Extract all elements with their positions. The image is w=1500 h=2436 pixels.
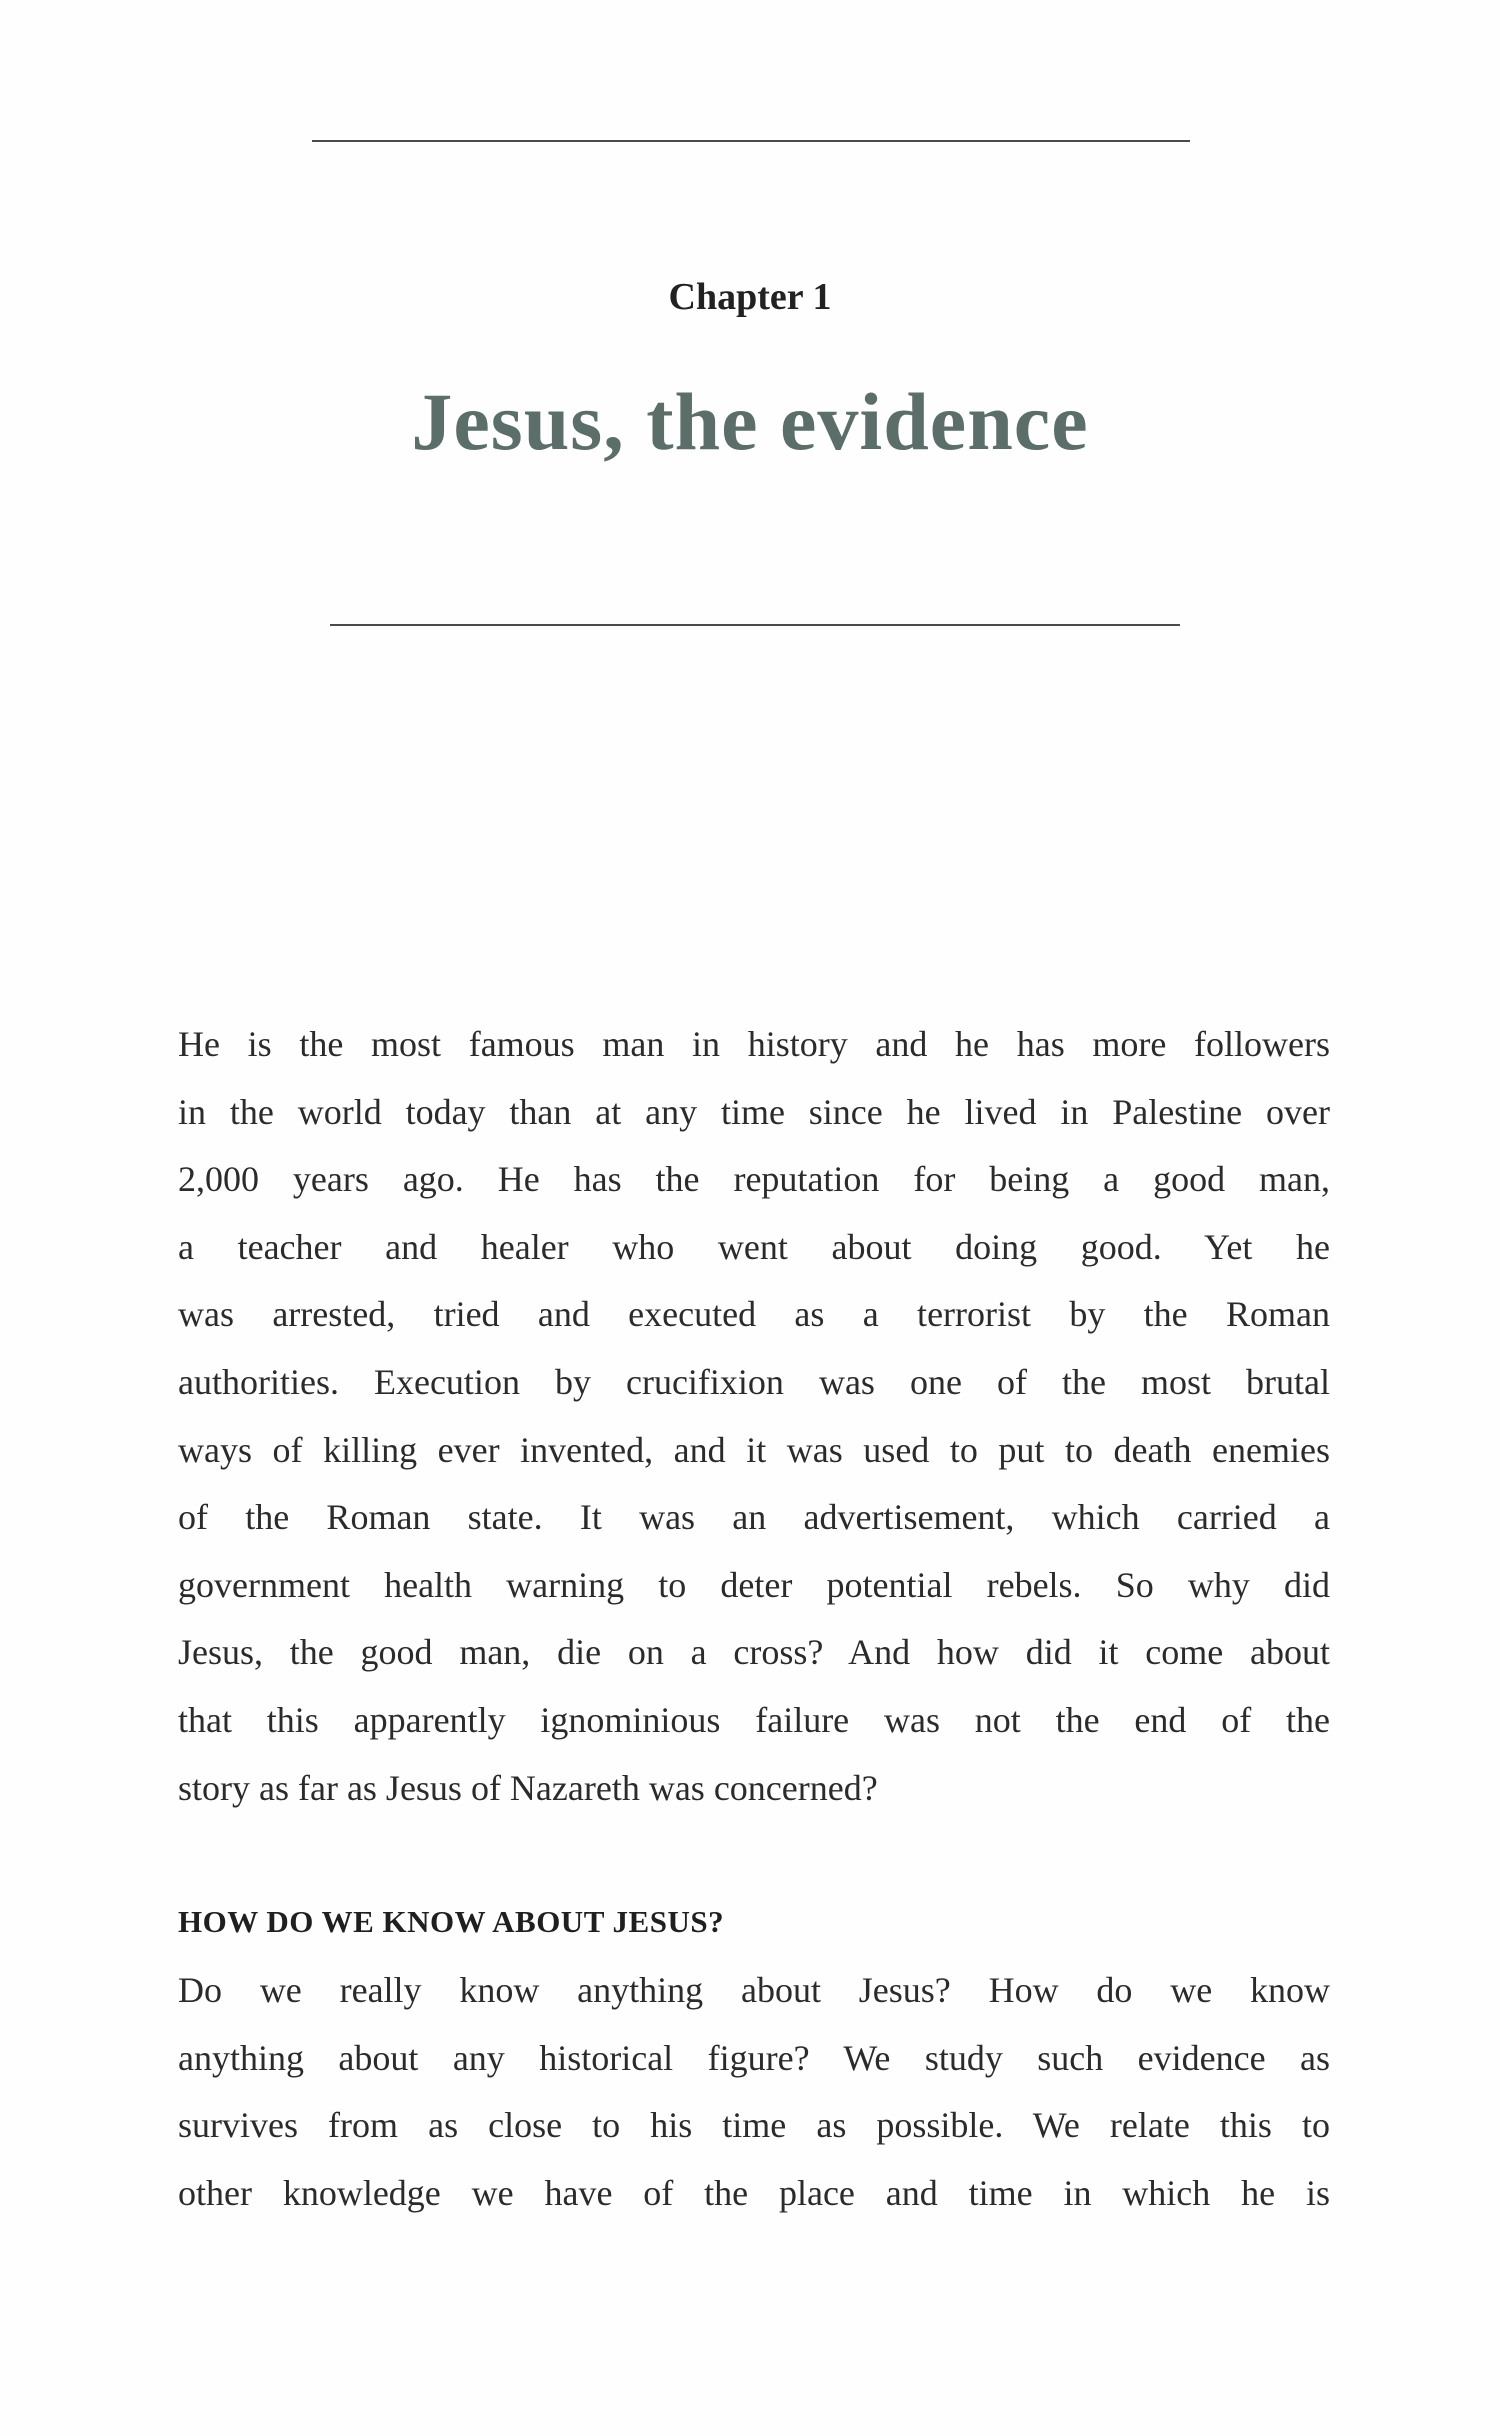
paragraph-line: authorities. Execution by crucifixion was one of the most brutal bbox=[178, 1361, 1330, 1402]
paragraph-line: survives from as close to his time as possible. We relate this to bbox=[178, 2105, 1330, 2146]
paragraph-line: a teacher and healer who went about doing good. Yet he bbox=[178, 1226, 1330, 1267]
paragraph-line: government health warning to deter potential rebels. So why did bbox=[178, 1564, 1330, 1605]
top-divider bbox=[312, 140, 1190, 142]
paragraph-line: that this apparently ignominious failure was not the end of the bbox=[178, 1699, 1330, 1740]
section-paragraph bbox=[178, 1957, 1330, 2227]
paragraph-line: Do we really know anything about Jesus? How do we know bbox=[178, 1970, 1330, 2010]
intro-paragraph bbox=[178, 1011, 1330, 1822]
chapter-label: Chapter 1 bbox=[668, 276, 832, 318]
paragraph-line: Jesus, the good man, die on a cross? And how did it come about bbox=[178, 1632, 1330, 1673]
paragraph-line: in the world today than at any time since he lived in Palestine over bbox=[178, 1091, 1330, 1132]
paragraph-line: anything about any historical figure? We study such evidence as bbox=[178, 2037, 1330, 2078]
section-heading: HOW DO WE KNOW ABOUT JESUS? bbox=[178, 1904, 725, 1939]
bottom-divider bbox=[330, 624, 1180, 626]
paragraph-line: story as far as Jesus of Nazareth was concerned? bbox=[178, 1767, 878, 1808]
paragraph-line: 2,000 years ago. He has the reputation for being a good man, bbox=[178, 1159, 1330, 1200]
paragraph-line: ways of killing ever invented, and it was used to put to death enemies bbox=[178, 1429, 1330, 1470]
paragraph-line: He is the most famous man in history and he has more followers bbox=[178, 1024, 1330, 1064]
paragraph-line: was arrested, tried and executed as a terrorist by the Roman bbox=[178, 1294, 1330, 1335]
paragraph-line: of the Roman state. It was an advertisement, which carried a bbox=[178, 1497, 1330, 1538]
paragraph-line: other knowledge we have of the place and time in which he is bbox=[178, 2172, 1330, 2213]
chapter-title: Jesus, the evidence bbox=[411, 376, 1089, 467]
